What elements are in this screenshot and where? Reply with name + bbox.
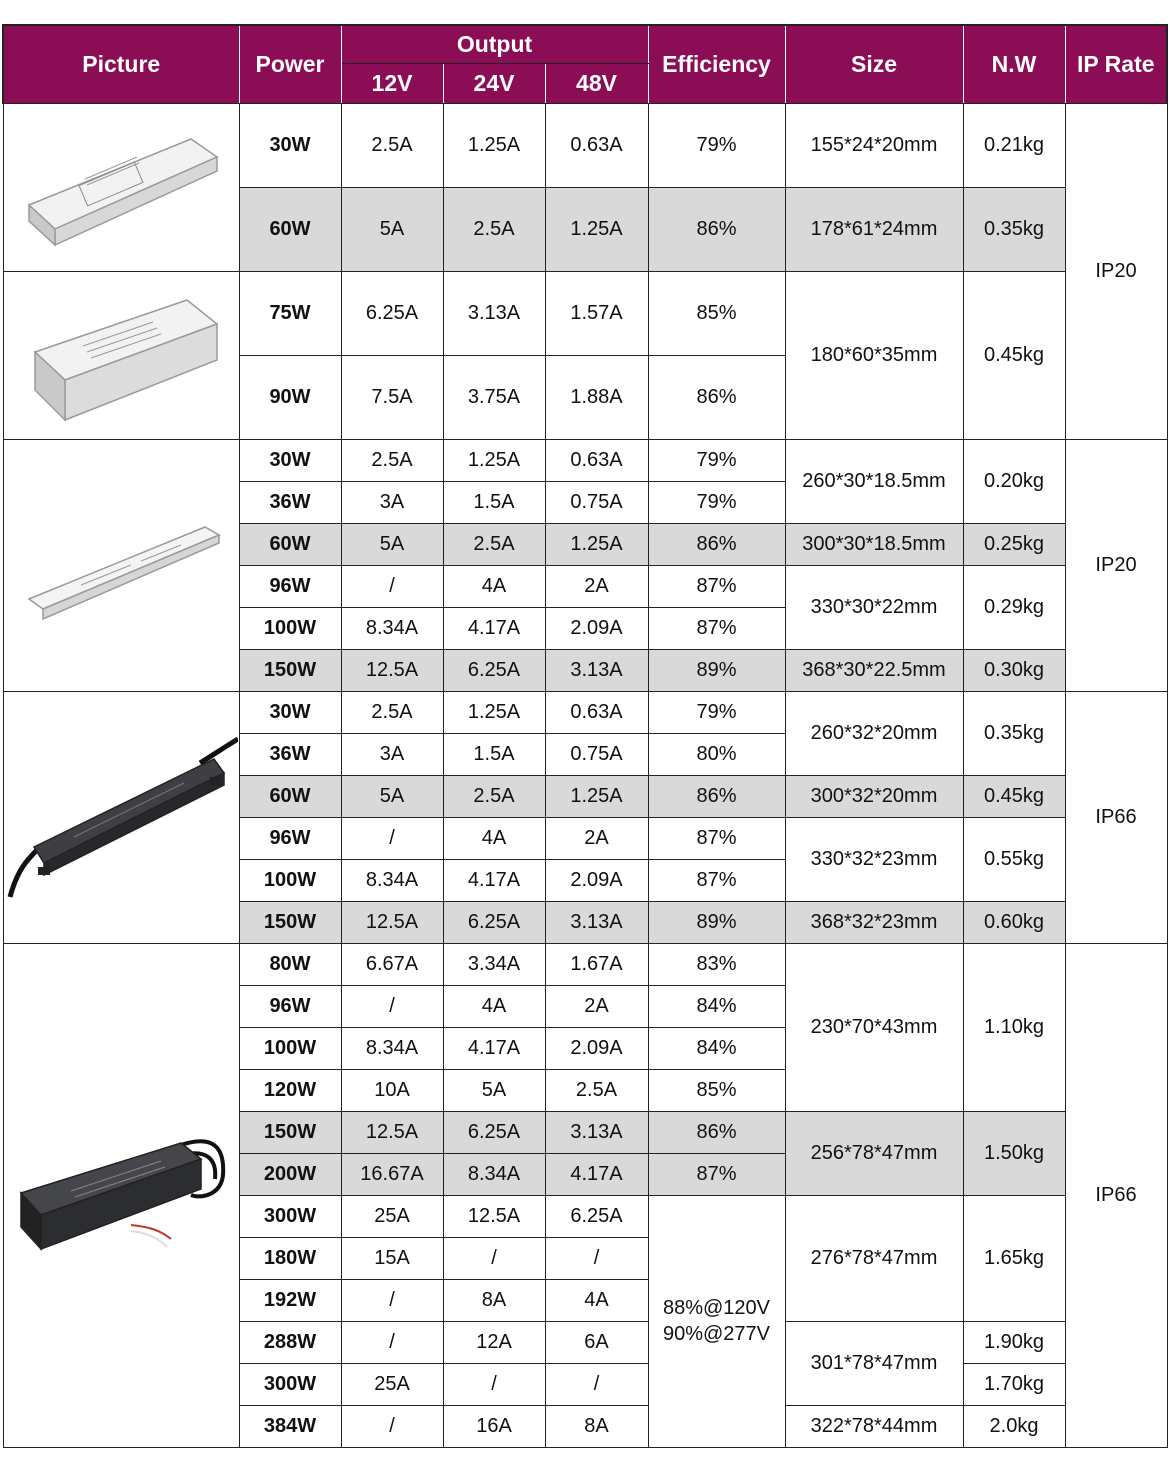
size-cell: 330*30*22mm bbox=[785, 565, 963, 649]
current-48v-cell: / bbox=[545, 1237, 648, 1279]
weight-cell: 0.30kg bbox=[963, 649, 1065, 691]
efficiency-cell: 79% bbox=[648, 481, 785, 523]
current-24v-cell: 3.75A bbox=[443, 355, 545, 439]
current-12v-cell: / bbox=[341, 985, 443, 1027]
current-24v-cell: 2.5A bbox=[443, 187, 545, 271]
power-cell: 96W bbox=[239, 985, 341, 1027]
header-picture: Picture bbox=[3, 25, 239, 103]
current-24v-cell: 16A bbox=[443, 1405, 545, 1447]
size-cell: 322*78*44mm bbox=[785, 1405, 963, 1447]
efficiency-cell: 87% bbox=[648, 817, 785, 859]
current-12v-cell: / bbox=[341, 1321, 443, 1363]
weight-cell: 1.90kg bbox=[963, 1321, 1065, 1363]
weight-cell: 1.10kg bbox=[963, 943, 1065, 1111]
efficiency-cell: 84% bbox=[648, 1027, 785, 1069]
current-24v-cell: 6.25A bbox=[443, 649, 545, 691]
current-48v-cell: 2.09A bbox=[545, 607, 648, 649]
current-48v-cell: 2A bbox=[545, 565, 648, 607]
efficiency-cell: 79% bbox=[648, 691, 785, 733]
power-cell: 90W bbox=[239, 355, 341, 439]
efficiency-cell: 87% bbox=[648, 859, 785, 901]
driver-picture bbox=[3, 691, 239, 943]
current-12v-cell: / bbox=[341, 565, 443, 607]
black-waterproof-linear-driver-icon bbox=[4, 697, 238, 937]
current-24v-cell: 4A bbox=[443, 985, 545, 1027]
current-24v-cell: 4A bbox=[443, 817, 545, 859]
power-cell: 100W bbox=[239, 859, 341, 901]
current-12v-cell: 15A bbox=[341, 1237, 443, 1279]
power-cell: 300W bbox=[239, 1363, 341, 1405]
driver-spec-table bbox=[2, 24, 1168, 1448]
size-cell: 155*24*20mm bbox=[785, 103, 963, 187]
size-cell: 368*30*22.5mm bbox=[785, 649, 963, 691]
efficiency-cell: 86% bbox=[648, 355, 785, 439]
header-nw: N.W bbox=[963, 25, 1065, 103]
current-12v-cell: 2.5A bbox=[341, 439, 443, 481]
power-cell: 300W bbox=[239, 1195, 341, 1237]
size-cell: 300*30*18.5mm bbox=[785, 523, 963, 565]
current-12v-cell: 5A bbox=[341, 523, 443, 565]
power-cell: 36W bbox=[239, 733, 341, 775]
current-48v-cell: 0.63A bbox=[545, 439, 648, 481]
current-12v-cell: 25A bbox=[341, 1363, 443, 1405]
current-12v-cell: 6.67A bbox=[341, 943, 443, 985]
current-12v-cell: 12.5A bbox=[341, 649, 443, 691]
weight-cell: 0.20kg bbox=[963, 439, 1065, 523]
current-48v-cell: 1.67A bbox=[545, 943, 648, 985]
current-48v-cell: 3.13A bbox=[545, 901, 648, 943]
power-cell: 60W bbox=[239, 775, 341, 817]
power-cell: 96W bbox=[239, 565, 341, 607]
power-cell: 120W bbox=[239, 1069, 341, 1111]
current-12v-cell: 6.25A bbox=[341, 271, 443, 355]
current-24v-cell: 4.17A bbox=[443, 859, 545, 901]
current-24v-cell: 2.5A bbox=[443, 523, 545, 565]
weight-cell: 0.60kg bbox=[963, 901, 1065, 943]
power-cell: 180W bbox=[239, 1237, 341, 1279]
weight-cell: 0.21kg bbox=[963, 103, 1065, 187]
efficiency-cell: 87% bbox=[648, 607, 785, 649]
driver-picture bbox=[3, 439, 239, 691]
current-24v-cell: 5A bbox=[443, 1069, 545, 1111]
white-linear-led-driver-icon bbox=[21, 505, 221, 625]
current-24v-cell: / bbox=[443, 1363, 545, 1405]
current-24v-cell: 6.25A bbox=[443, 901, 545, 943]
efficiency-cell: 80% bbox=[648, 733, 785, 775]
power-cell: 75W bbox=[239, 271, 341, 355]
current-24v-cell: 3.13A bbox=[443, 271, 545, 355]
weight-cell: 0.45kg bbox=[963, 271, 1065, 439]
efficiency-cell: 85% bbox=[648, 271, 785, 355]
power-cell: 96W bbox=[239, 817, 341, 859]
current-24v-cell: 1.25A bbox=[443, 439, 545, 481]
header-size: Size bbox=[785, 25, 963, 103]
current-24v-cell: 4.17A bbox=[443, 1027, 545, 1069]
power-cell: 60W bbox=[239, 523, 341, 565]
current-12v-cell: 8.34A bbox=[341, 1027, 443, 1069]
power-cell: 200W bbox=[239, 1153, 341, 1195]
current-12v-cell: 25A bbox=[341, 1195, 443, 1237]
current-12v-cell: 3A bbox=[341, 481, 443, 523]
current-24v-cell: 1.25A bbox=[443, 103, 545, 187]
weight-cell: 0.35kg bbox=[963, 691, 1065, 775]
header-ip-rate: IP Rate bbox=[1065, 25, 1167, 103]
efficiency-cell: 86% bbox=[648, 775, 785, 817]
power-cell: 192W bbox=[239, 1279, 341, 1321]
weight-cell: 0.45kg bbox=[963, 775, 1065, 817]
current-12v-cell: 3A bbox=[341, 733, 443, 775]
size-cell: 178*61*24mm bbox=[785, 187, 963, 271]
current-24v-cell: 4.17A bbox=[443, 607, 545, 649]
current-12v-cell: 12.5A bbox=[341, 901, 443, 943]
size-cell: 330*32*23mm bbox=[785, 817, 963, 901]
efficiency-cell: 89% bbox=[648, 901, 785, 943]
power-cell: 30W bbox=[239, 103, 341, 187]
white-led-driver-slim-icon bbox=[21, 117, 221, 257]
power-cell: 100W bbox=[239, 1027, 341, 1069]
current-24v-cell: 2.5A bbox=[443, 775, 545, 817]
driver-picture bbox=[3, 271, 239, 439]
power-cell: 150W bbox=[239, 1111, 341, 1153]
current-24v-cell: 8.34A bbox=[443, 1153, 545, 1195]
header-12v: 12V bbox=[341, 63, 443, 103]
weight-cell: 1.70kg bbox=[963, 1363, 1065, 1405]
size-cell: 256*78*47mm bbox=[785, 1111, 963, 1195]
ip-rate-cell: IP66 bbox=[1065, 943, 1167, 1447]
current-24v-cell: 6.25A bbox=[443, 1111, 545, 1153]
header-48v: 48V bbox=[545, 63, 648, 103]
size-cell: 230*70*43mm bbox=[785, 943, 963, 1111]
current-48v-cell: 1.25A bbox=[545, 523, 648, 565]
current-48v-cell: 4A bbox=[545, 1279, 648, 1321]
current-12v-cell: 2.5A bbox=[341, 691, 443, 733]
power-cell: 384W bbox=[239, 1405, 341, 1447]
current-24v-cell: / bbox=[443, 1237, 545, 1279]
power-cell: 150W bbox=[239, 901, 341, 943]
current-48v-cell: 2.09A bbox=[545, 1027, 648, 1069]
current-48v-cell: 1.88A bbox=[545, 355, 648, 439]
efficiency-cell: 86% bbox=[648, 1111, 785, 1153]
power-cell: 60W bbox=[239, 187, 341, 271]
efficiency-cell: 84% bbox=[648, 985, 785, 1027]
power-cell: 150W bbox=[239, 649, 341, 691]
size-cell: 368*32*23mm bbox=[785, 901, 963, 943]
size-cell: 301*78*47mm bbox=[785, 1321, 963, 1405]
current-24v-cell: 3.34A bbox=[443, 943, 545, 985]
efficiency-cell: 79% bbox=[648, 103, 785, 187]
power-cell: 80W bbox=[239, 943, 341, 985]
current-48v-cell: 6A bbox=[545, 1321, 648, 1363]
current-12v-cell: 10A bbox=[341, 1069, 443, 1111]
current-48v-cell: 6.25A bbox=[545, 1195, 648, 1237]
power-cell: 36W bbox=[239, 481, 341, 523]
current-48v-cell: 0.75A bbox=[545, 733, 648, 775]
power-cell: 288W bbox=[239, 1321, 341, 1363]
size-cell: 260*32*20mm bbox=[785, 691, 963, 775]
current-12v-cell: / bbox=[341, 1279, 443, 1321]
black-waterproof-box-driver-icon bbox=[11, 1115, 231, 1275]
weight-cell: 1.65kg bbox=[963, 1195, 1065, 1321]
efficiency-cell: 83% bbox=[648, 943, 785, 985]
driver-picture bbox=[3, 103, 239, 271]
efficiency-cell: 79% bbox=[648, 439, 785, 481]
efficiency-cell: 89% bbox=[648, 649, 785, 691]
weight-cell: 0.35kg bbox=[963, 187, 1065, 271]
current-12v-cell: 12.5A bbox=[341, 1111, 443, 1153]
current-12v-cell: 5A bbox=[341, 775, 443, 817]
current-48v-cell: 2.5A bbox=[545, 1069, 648, 1111]
current-48v-cell: 8A bbox=[545, 1405, 648, 1447]
ip-rate-cell: IP66 bbox=[1065, 691, 1167, 943]
current-48v-cell: 1.25A bbox=[545, 775, 648, 817]
current-24v-cell: 1.5A bbox=[443, 733, 545, 775]
current-48v-cell: 0.75A bbox=[545, 481, 648, 523]
size-cell: 276*78*47mm bbox=[785, 1195, 963, 1321]
current-24v-cell: 12A bbox=[443, 1321, 545, 1363]
header-output: Output bbox=[341, 25, 648, 63]
current-12v-cell: 8.34A bbox=[341, 859, 443, 901]
current-48v-cell: 1.57A bbox=[545, 271, 648, 355]
current-48v-cell: 4.17A bbox=[545, 1153, 648, 1195]
power-cell: 100W bbox=[239, 607, 341, 649]
efficiency-cell: 86% bbox=[648, 187, 785, 271]
current-48v-cell: 3.13A bbox=[545, 1111, 648, 1153]
white-led-driver-tall-icon bbox=[21, 280, 221, 430]
current-48v-cell: 0.63A bbox=[545, 103, 648, 187]
efficiency-cell: 85% bbox=[648, 1069, 785, 1111]
current-48v-cell: 1.25A bbox=[545, 187, 648, 271]
efficiency-multi-cell bbox=[648, 1195, 785, 1447]
current-24v-cell: 1.25A bbox=[443, 691, 545, 733]
weight-cell: 0.55kg bbox=[963, 817, 1065, 901]
weight-cell: 2.0kg bbox=[963, 1405, 1065, 1447]
efficiency-cell: 87% bbox=[648, 1153, 785, 1195]
efficiency-120v: 88%@120V bbox=[662, 1297, 771, 1319]
weight-cell: 1.50kg bbox=[963, 1111, 1065, 1195]
weight-cell: 0.29kg bbox=[963, 565, 1065, 649]
current-48v-cell: 2A bbox=[545, 817, 648, 859]
ip-rate-cell: IP20 bbox=[1065, 439, 1167, 691]
current-12v-cell: 8.34A bbox=[341, 607, 443, 649]
current-24v-cell: 4A bbox=[443, 565, 545, 607]
current-24v-cell: 8A bbox=[443, 1279, 545, 1321]
current-12v-cell: / bbox=[341, 1405, 443, 1447]
current-48v-cell: 0.63A bbox=[545, 691, 648, 733]
power-cell: 30W bbox=[239, 439, 341, 481]
current-12v-cell: / bbox=[341, 817, 443, 859]
current-12v-cell: 16.67A bbox=[341, 1153, 443, 1195]
size-cell: 300*32*20mm bbox=[785, 775, 963, 817]
size-cell: 260*30*18.5mm bbox=[785, 439, 963, 523]
current-12v-cell: 2.5A bbox=[341, 103, 443, 187]
efficiency-cell: 86% bbox=[648, 523, 785, 565]
header-24v: 24V bbox=[443, 63, 545, 103]
efficiency-cell: 87% bbox=[648, 565, 785, 607]
current-12v-cell: 7.5A bbox=[341, 355, 443, 439]
current-24v-cell: 1.5A bbox=[443, 481, 545, 523]
current-48v-cell: / bbox=[545, 1363, 648, 1405]
current-12v-cell: 5A bbox=[341, 187, 443, 271]
power-cell: 30W bbox=[239, 691, 341, 733]
current-48v-cell: 2A bbox=[545, 985, 648, 1027]
header-efficiency: Efficiency bbox=[648, 25, 785, 103]
weight-cell: 0.25kg bbox=[963, 523, 1065, 565]
driver-picture bbox=[3, 943, 239, 1447]
current-48v-cell: 3.13A bbox=[545, 649, 648, 691]
ip-rate-cell: IP20 bbox=[1065, 103, 1167, 439]
header-power: Power bbox=[239, 25, 341, 103]
current-24v-cell: 12.5A bbox=[443, 1195, 545, 1237]
current-48v-cell: 2.09A bbox=[545, 859, 648, 901]
size-cell: 180*60*35mm bbox=[785, 271, 963, 439]
efficiency-277v: 90%@277V bbox=[662, 1323, 771, 1345]
